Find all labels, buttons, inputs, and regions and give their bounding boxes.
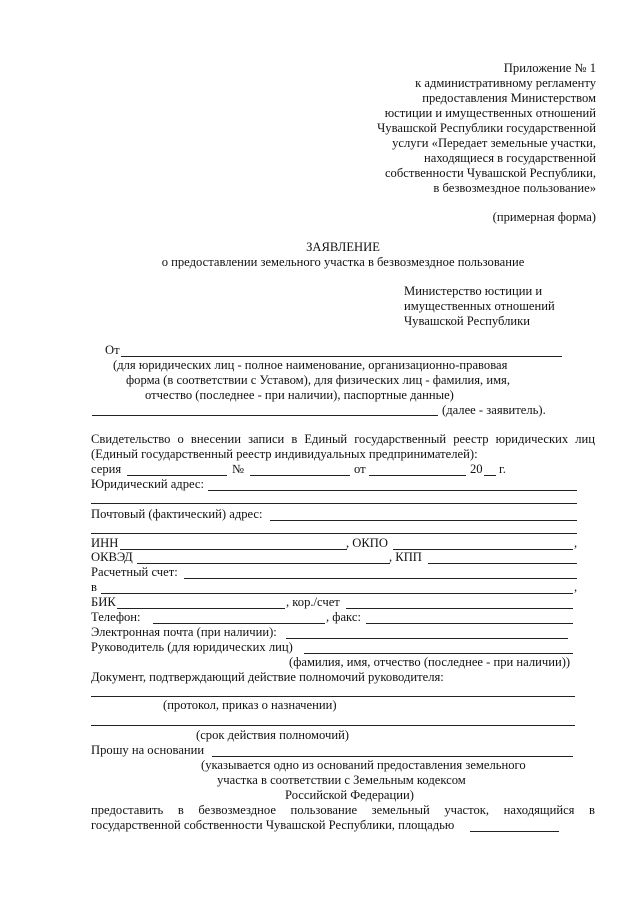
inn-label: ИНН	[91, 536, 119, 550]
registry-line-1: Свидетельство о внесении записи в Единый государственный реестр юридических лиц	[91, 432, 595, 446]
annex-line-7: находящиеся в государственной	[423, 151, 596, 165]
addressee-line-3: Чувашской Республики	[404, 314, 530, 328]
kpp-label: , КПП	[389, 550, 422, 564]
email-input-line[interactable]	[286, 638, 568, 639]
postal-address-input-line-2[interactable]	[91, 533, 577, 534]
from-hint-line-1: (для юридических лиц - полное наименование, организационно-правовая	[113, 358, 508, 372]
term-hint: (срок действия полномочий)	[196, 728, 350, 742]
account-input-line[interactable]	[184, 578, 577, 579]
annex-line-2: к административному регламенту	[415, 76, 596, 90]
addressee-line-2: имущественных отношений	[404, 299, 555, 313]
postal-address-input-line[interactable]	[270, 520, 577, 521]
legal-address-label: Юридический адрес:	[91, 477, 204, 491]
kpp-input-line[interactable]	[428, 563, 577, 564]
from-label: От	[105, 343, 120, 357]
phone-label: Телефон:	[91, 610, 141, 624]
number-input-line[interactable]	[250, 475, 350, 476]
from-hint-line-2: форма (в соответствии с Уставом), для физических лиц - фамилия, имя,	[126, 373, 510, 387]
from-input-line[interactable]	[121, 356, 562, 357]
date-input-line[interactable]	[369, 475, 466, 476]
addressee-line-1: Министерство юстиции и	[404, 284, 543, 298]
year-label: 20	[470, 462, 483, 476]
request-text-line-2: государственной собственности Чувашской Республики, площадью	[91, 818, 455, 832]
year-suffix: г.	[499, 462, 506, 476]
head-label: Руководитель (для юридических лиц)	[91, 640, 293, 654]
bik-label: БИК	[91, 595, 116, 609]
fax-label: , факс:	[326, 610, 361, 624]
document-subtitle: о предоставлении земельного участка в безвозмездное пользование	[161, 255, 525, 269]
series-input-line[interactable]	[127, 475, 227, 476]
authority-doc-input-line[interactable]	[91, 696, 575, 697]
date-label: от	[354, 462, 366, 476]
bank-comma: ,	[574, 580, 578, 594]
basis-hint-line-2: участка в соответствии с Земельным кодексом	[217, 773, 466, 787]
postal-address-label: Почтовый (фактический) адрес:	[91, 507, 263, 521]
okved-input-line[interactable]	[137, 563, 390, 564]
annex-line-9: в безвозмездное пользование»	[433, 181, 596, 195]
annex-line-4: юстиции и имущественных отношений	[384, 106, 596, 120]
number-label: №	[232, 462, 245, 476]
legal-address-input-line-2[interactable]	[91, 503, 577, 504]
request-text-line-1: предоставить в безвозмездное пользование земельный участок, находящийся в	[91, 803, 595, 817]
email-label: Электронная почта (при наличии):	[91, 625, 277, 639]
annex-line-8: собственности Чувашской Республики,	[384, 166, 596, 180]
applicant-suffix: (далее - заявитель).	[442, 403, 546, 417]
legal-address-input-line[interactable]	[208, 490, 577, 491]
applicant-input-line[interactable]	[92, 415, 438, 416]
annex-line-6: услуги «Передает земельные участки,	[392, 136, 596, 150]
bik-input-line[interactable]	[117, 608, 285, 609]
account-label: Расчетный счет:	[91, 565, 178, 579]
basis-hint-line-3: Российской Федерации)	[285, 788, 414, 802]
registry-line-2: (Единый государственный реестр индивидуальных предпринимателей):	[91, 447, 478, 461]
protocol-hint: (протокол, приказ о назначении)	[163, 698, 337, 712]
basis-hint-line-1: (указывается одно из оснований предоставления земельного	[201, 758, 526, 772]
phone-input-line[interactable]	[153, 623, 325, 624]
series-label: серия	[91, 462, 122, 476]
area-input-line[interactable]	[470, 831, 559, 832]
okpo-label: , ОКПО	[346, 536, 388, 550]
basis-input-line[interactable]	[212, 756, 573, 757]
authority-doc-label: Документ, подтверждающий действие полномочий руководителя:	[91, 670, 444, 684]
okpo-comma: ,	[574, 536, 578, 550]
form-note: (примерная форма)	[492, 210, 596, 224]
head-hint: (фамилия, имя, отчество (последнее - при наличии))	[289, 655, 571, 669]
head-input-line[interactable]	[304, 653, 573, 654]
annex-line-3: предоставления Министерством	[422, 91, 596, 105]
from-hint-line-3: отчество (последнее - при наличии), паспортные данные)	[145, 388, 454, 402]
corr-account-input-line[interactable]	[346, 608, 573, 609]
annex-line-5: Чувашской Республики государственной	[377, 121, 596, 135]
okved-label: ОКВЭД	[91, 550, 133, 564]
bank-input-line[interactable]	[101, 593, 573, 594]
term-input-line[interactable]	[91, 725, 575, 726]
basis-label: Прошу на основании	[91, 743, 205, 757]
annex-line-1: Приложение № 1	[503, 61, 596, 75]
inn-input-line[interactable]	[120, 549, 347, 550]
document-title: ЗАЯВЛЕНИЕ	[306, 240, 380, 254]
fax-input-line[interactable]	[366, 623, 573, 624]
corr-account-label: , кор./счет	[286, 595, 340, 609]
year-input-line[interactable]	[484, 475, 496, 476]
bank-in-label: в	[91, 580, 97, 594]
